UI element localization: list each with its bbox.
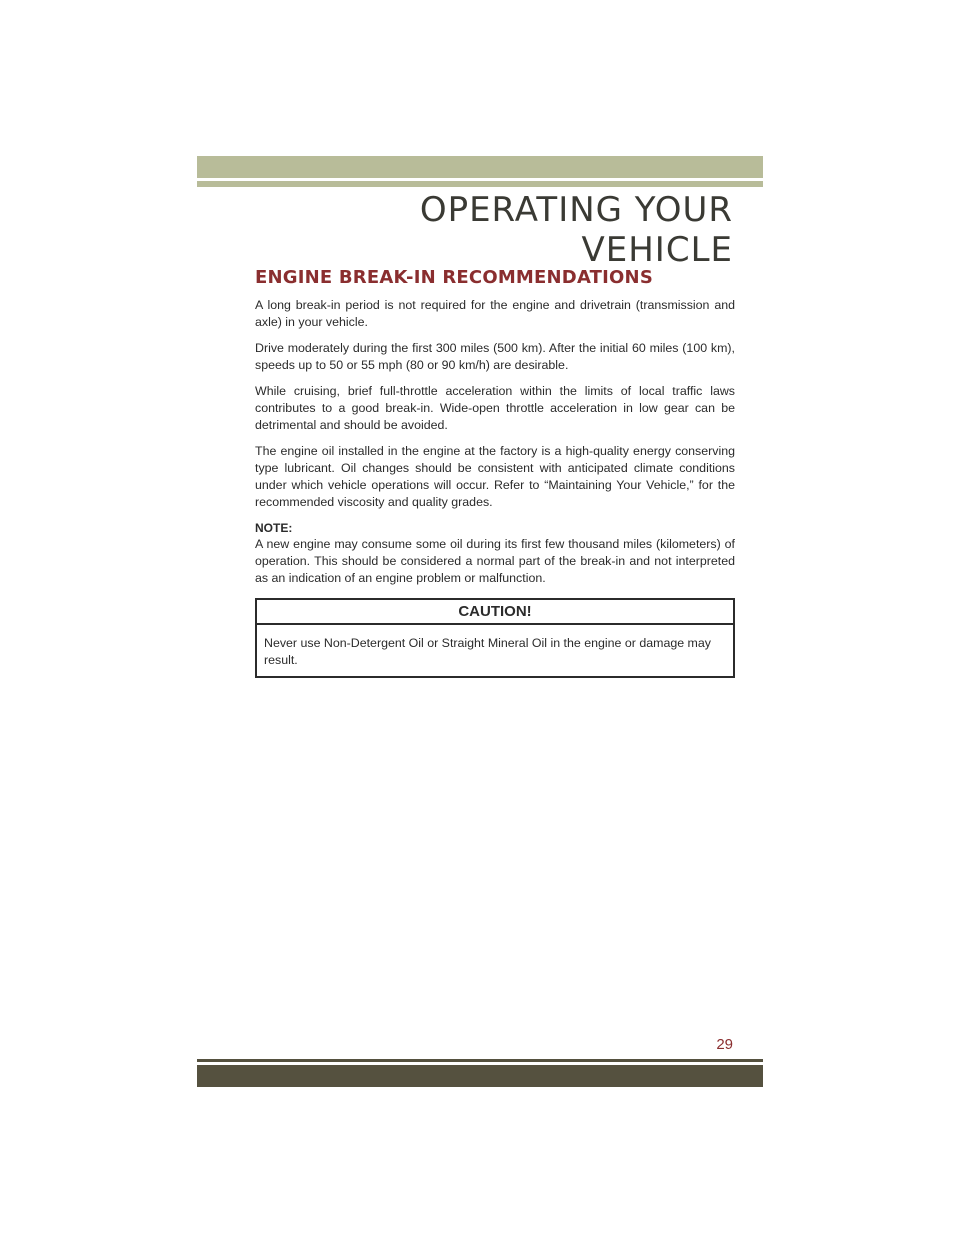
note-label: NOTE: bbox=[255, 521, 293, 535]
paragraph: Drive moderately during the first 300 miles (500 km). After the initial 60 miles (100 km), speeds up to 50 or 55 mph (80 or 90 km/h) are desirable. bbox=[255, 341, 735, 372]
note-text: A new engine may consume some oil during its first few thousand miles (kilometers) of operation. This should be considered a normal part of the break-in and not interpreted as an indication of an engine problem or malfunction. bbox=[255, 537, 735, 585]
caution-box bbox=[255, 598, 735, 678]
main-content bbox=[255, 267, 735, 678]
header-band bbox=[197, 156, 763, 178]
caution-title: CAUTION! bbox=[257, 600, 733, 625]
footer-line bbox=[197, 1059, 763, 1062]
caution-text: Never use Non-Detergent Oil or Straight Mineral Oil in the engine or damage may result. bbox=[264, 636, 711, 667]
chapter-title: OPERATING YOUR VEHICLE bbox=[419, 190, 733, 270]
header-band-thin bbox=[197, 181, 763, 187]
paragraph: While cruising, brief full-throttle acceleration within the limits of local traffic laws contributes to a good break-in. Wide-open throttle acceleration in low gear can be detrimental and should be avoided. bbox=[255, 384, 735, 432]
page-number: 29 bbox=[716, 1036, 733, 1053]
paragraph: The engine oil installed in the engine at the factory is a high-quality energy conserving type lubricant. Oil changes should be consistent with anticipated climate conditions under which vehicle operations will occur. Refer to “Maintaining Your Vehicle,” for the recommended viscosity and quality grades. bbox=[255, 444, 735, 509]
section-title: ENGINE BREAK-IN RECOMMENDATIONS bbox=[255, 267, 653, 288]
paragraph: A long break-in period is not required for the engine and drivetrain (transmission and axle) in your vehicle. bbox=[255, 298, 735, 329]
footer-band bbox=[197, 1065, 763, 1087]
